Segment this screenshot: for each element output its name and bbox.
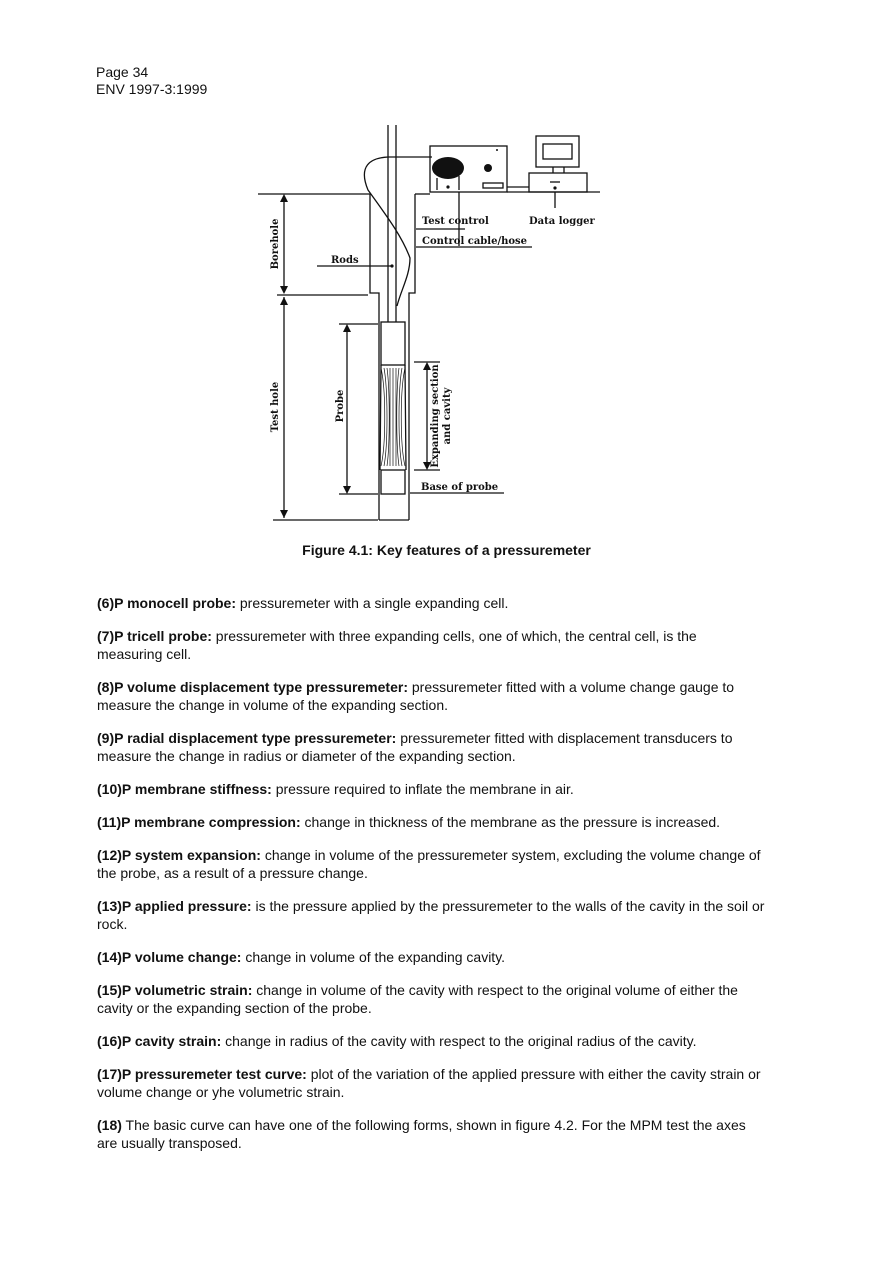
definition-text: is the pressure applied by the pressuremeter to the walls of the cavity in the soil or rock. bbox=[97, 898, 765, 932]
membrane-strips bbox=[381, 368, 405, 466]
definition-term: (7)P tricell probe: bbox=[97, 628, 212, 644]
definition-item bbox=[97, 948, 765, 966]
label-and-cavity: and cavity bbox=[442, 387, 453, 445]
definition-item bbox=[97, 897, 765, 933]
definition-term: (17)P pressuremeter test curve: bbox=[97, 1066, 307, 1082]
page-header bbox=[96, 64, 207, 98]
definition-text: pressuremeter fitted with displacement transducers to measure the change in radius or diameter of the expanding section. bbox=[97, 730, 733, 764]
control-cable bbox=[364, 157, 432, 306]
definition-term: (18) bbox=[97, 1117, 122, 1133]
definition-item bbox=[97, 981, 765, 1017]
definition-item bbox=[97, 780, 765, 798]
definition-text: change in volume of the cavity with respect to the original volume of either the cavity or the expanding section of the probe. bbox=[97, 982, 738, 1016]
pressuremeter-diagram bbox=[250, 120, 610, 525]
page-number: Page 34 bbox=[96, 64, 149, 80]
label-control-cable: Control cable/hose bbox=[422, 236, 528, 247]
definition-text: plot of the variation of the applied pressure with either the cavity strain or volume change or yhe volumetric strain. bbox=[97, 1066, 761, 1100]
definition-text: pressuremeter with three expanding cells, one of which, the central cell, is the measuring cell. bbox=[97, 628, 697, 662]
borehole-wall-right bbox=[409, 194, 415, 520]
definition-term: (6)P monocell probe: bbox=[97, 595, 236, 611]
definition-term: (9)P radial displacement type pressuremeter: bbox=[97, 730, 397, 746]
definition-item bbox=[97, 1116, 765, 1152]
label-base-of-probe: Base of probe bbox=[421, 482, 499, 493]
label-test-hole: Test hole bbox=[270, 381, 281, 433]
definition-item bbox=[97, 813, 765, 831]
definition-text: change in radius of the cavity with respect to the original radius of the cavity. bbox=[221, 1033, 697, 1049]
borehole-wall-left bbox=[370, 194, 379, 520]
definition-text: pressuremeter with a single expanding cell. bbox=[236, 595, 509, 611]
definition-text: change in volume of the expanding cavity. bbox=[241, 949, 506, 965]
definition-item bbox=[97, 1032, 765, 1050]
definition-text: The basic curve can have one of the following forms, shown in figure 4.2. For the MPM test the axes are usually transposed. bbox=[97, 1117, 746, 1151]
definition-item bbox=[97, 846, 765, 882]
definition-text: pressure required to inflate the membrane in air. bbox=[271, 781, 574, 797]
standard-reference: ENV 1997-3:1999 bbox=[96, 81, 208, 97]
definition-item bbox=[97, 729, 765, 765]
figure-caption: Figure 4.1: Key features of a pressuremeter bbox=[302, 542, 591, 558]
label-data-logger: Data logger bbox=[529, 216, 595, 227]
definition-text: change in thickness of the membrane as the pressure is increased. bbox=[300, 814, 721, 830]
definition-text: pressuremeter fitted with a volume change gauge to measure the change in volume of the expanding section. bbox=[97, 679, 735, 713]
definition-term: (11)P membrane compression: bbox=[97, 814, 301, 830]
definition-term: (10)P membrane stiffness: bbox=[97, 781, 272, 797]
label-borehole: Borehole bbox=[270, 218, 281, 270]
definition-text: change in volume of the pressuremeter system, excluding the volume change of the probe, as a result of a pressure change. bbox=[97, 847, 761, 881]
definition-term: (15)P volumetric strain: bbox=[97, 982, 253, 998]
label-test-control: Test control bbox=[422, 216, 489, 227]
label-rods: Rods bbox=[331, 255, 359, 266]
definition-term: (14)P volume change: bbox=[97, 949, 242, 965]
definition-term: (13)P applied pressure: bbox=[97, 898, 252, 914]
probe-top bbox=[381, 322, 405, 365]
definition-term: (8)P volume displacement type pressuremeter: bbox=[97, 679, 408, 695]
definition-item bbox=[97, 678, 765, 714]
pressure-gauge bbox=[432, 157, 464, 179]
probe-base bbox=[381, 470, 405, 494]
definition-term: (12)P system expansion: bbox=[97, 847, 261, 863]
label-expanding-section: Expanding section bbox=[430, 364, 441, 468]
definition-item bbox=[97, 627, 765, 663]
label-probe: Probe bbox=[335, 389, 346, 423]
definition-item bbox=[97, 1065, 765, 1101]
definition-term: (16)P cavity strain: bbox=[97, 1033, 222, 1049]
definitions-list bbox=[97, 594, 765, 1167]
definition-item bbox=[97, 594, 765, 612]
